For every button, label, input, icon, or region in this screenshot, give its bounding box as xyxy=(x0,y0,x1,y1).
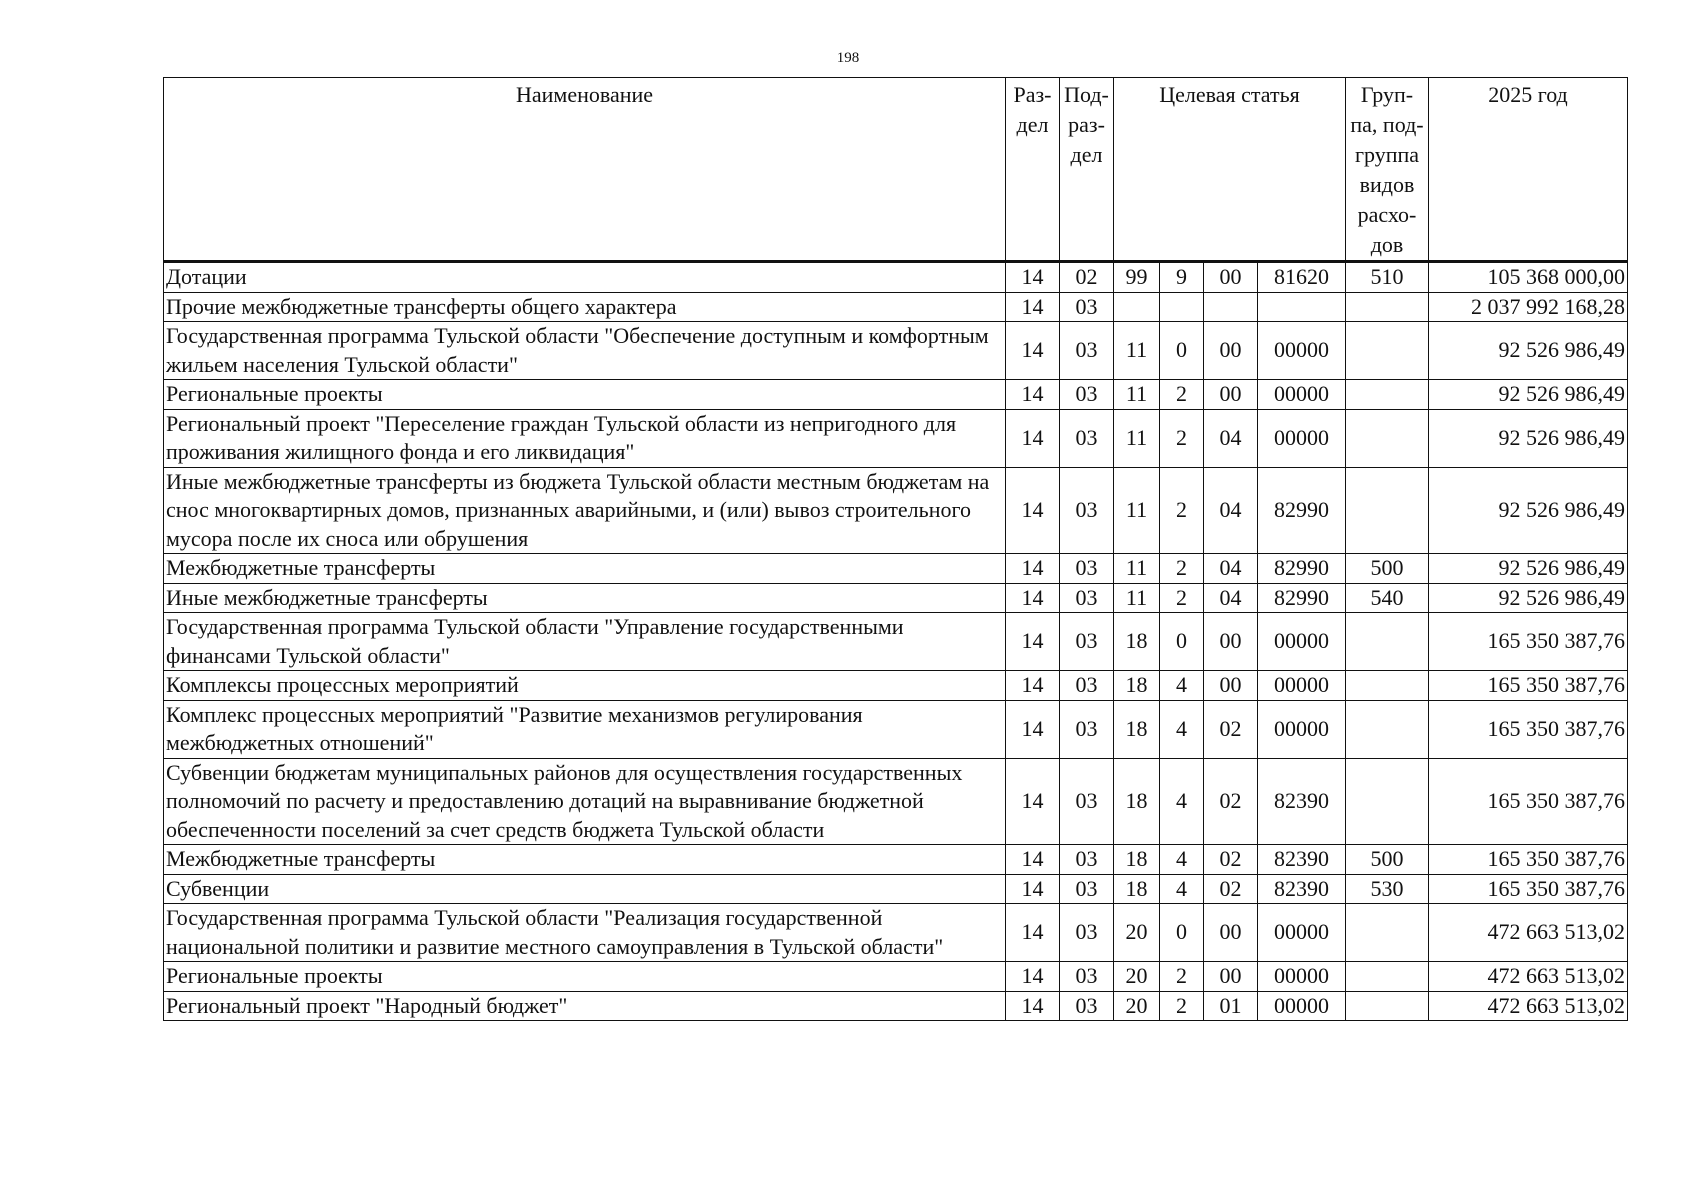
row-direction-code: 82990 xyxy=(1258,467,1346,554)
row-name: Государственная программа Тульской области "Реализация государственной национальной политики и развитие местного самоуправления в Тульской области" xyxy=(164,904,1006,962)
row-section: 14 xyxy=(1006,962,1060,992)
row-amount: 165 350 387,76 xyxy=(1429,613,1628,671)
row-subprogram-code: 4 xyxy=(1160,845,1204,875)
row-section: 14 xyxy=(1006,292,1060,322)
row-measure-code: 04 xyxy=(1204,409,1258,467)
row-subprogram-code: 2 xyxy=(1160,962,1204,992)
row-section: 14 xyxy=(1006,322,1060,380)
row-section: 14 xyxy=(1006,467,1060,554)
row-subsection: 03 xyxy=(1060,613,1114,671)
row-amount: 165 350 387,76 xyxy=(1429,671,1628,701)
row-name: Региональные проекты xyxy=(164,380,1006,410)
row-subsection: 03 xyxy=(1060,874,1114,904)
table-row xyxy=(164,292,1628,322)
row-amount: 92 526 986,49 xyxy=(1429,554,1628,584)
row-direction-code: 81620 xyxy=(1258,262,1346,293)
row-measure-code: 04 xyxy=(1204,583,1258,613)
row-name: Региональный проект "Народный бюджет" xyxy=(164,991,1006,1021)
row-expense-group: 500 xyxy=(1346,845,1429,875)
row-amount: 165 350 387,76 xyxy=(1429,758,1628,845)
row-amount: 92 526 986,49 xyxy=(1429,322,1628,380)
row-subprogram-code: 4 xyxy=(1160,758,1204,845)
row-amount: 472 663 513,02 xyxy=(1429,991,1628,1021)
row-expense-group: 500 xyxy=(1346,554,1429,584)
row-section: 14 xyxy=(1006,613,1060,671)
row-expense-group xyxy=(1346,409,1429,467)
row-name: Субвенции xyxy=(164,874,1006,904)
row-amount: 472 663 513,02 xyxy=(1429,904,1628,962)
row-direction-code: 00000 xyxy=(1258,962,1346,992)
header-row xyxy=(164,78,1628,262)
row-measure-code: 00 xyxy=(1204,262,1258,293)
row-name: Межбюджетные трансферты xyxy=(164,845,1006,875)
row-name: Комплексы процессных мероприятий xyxy=(164,671,1006,701)
row-section: 14 xyxy=(1006,758,1060,845)
row-program-code: 11 xyxy=(1114,583,1160,613)
row-measure-code: 02 xyxy=(1204,700,1258,758)
row-amount: 2 037 992 168,28 xyxy=(1429,292,1628,322)
row-name: Государственная программа Тульской области "Управление государственными финансами Тульской области" xyxy=(164,613,1006,671)
row-program-code: 11 xyxy=(1114,554,1160,584)
table-row xyxy=(164,583,1628,613)
row-amount: 472 663 513,02 xyxy=(1429,962,1628,992)
row-subsection: 03 xyxy=(1060,904,1114,962)
row-expense-group xyxy=(1346,322,1429,380)
row-direction-code: 00000 xyxy=(1258,671,1346,701)
row-direction-code: 00000 xyxy=(1258,409,1346,467)
row-amount: 92 526 986,49 xyxy=(1429,380,1628,410)
row-direction-code: 00000 xyxy=(1258,991,1346,1021)
row-measure-code: 00 xyxy=(1204,380,1258,410)
row-section: 14 xyxy=(1006,700,1060,758)
header-name: Наименование xyxy=(164,78,1006,262)
header-section: Раз-дел xyxy=(1006,78,1060,262)
row-expense-group xyxy=(1346,613,1429,671)
row-measure-code: 02 xyxy=(1204,874,1258,904)
row-section: 14 xyxy=(1006,554,1060,584)
table-row xyxy=(164,962,1628,992)
row-direction-code xyxy=(1258,292,1346,322)
row-name: Иные межбюджетные трансферты из бюджета Тульской области местным бюджетам на снос многоквартирных домов, признанных аварийными, и (или) вывоз строительного мусора после их сноса или обрушения xyxy=(164,467,1006,554)
row-subprogram-code: 2 xyxy=(1160,380,1204,410)
row-measure-code: 04 xyxy=(1204,467,1258,554)
row-measure-code: 00 xyxy=(1204,962,1258,992)
row-direction-code: 00000 xyxy=(1258,904,1346,962)
row-subprogram-code: 9 xyxy=(1160,262,1204,293)
row-expense-group xyxy=(1346,700,1429,758)
row-section: 14 xyxy=(1006,845,1060,875)
row-program-code: 18 xyxy=(1114,845,1160,875)
row-subprogram-code xyxy=(1160,292,1204,322)
row-subsection: 03 xyxy=(1060,322,1114,380)
row-subprogram-code: 2 xyxy=(1160,554,1204,584)
row-amount: 92 526 986,49 xyxy=(1429,467,1628,554)
row-name: Государственная программа Тульской области "Обеспечение доступным и комфортным жильем населения Тульской области" xyxy=(164,322,1006,380)
row-subsection: 03 xyxy=(1060,962,1114,992)
row-program-code: 20 xyxy=(1114,904,1160,962)
row-program-code: 11 xyxy=(1114,467,1160,554)
row-name: Комплекс процессных мероприятий "Развитие механизмов регулирования межбюджетных отношений" xyxy=(164,700,1006,758)
row-name: Дотации xyxy=(164,262,1006,293)
row-amount: 105 368 000,00 xyxy=(1429,262,1628,293)
row-program-code: 20 xyxy=(1114,962,1160,992)
table-row xyxy=(164,613,1628,671)
row-subsection: 03 xyxy=(1060,845,1114,875)
row-section: 14 xyxy=(1006,874,1060,904)
table-row xyxy=(164,409,1628,467)
row-program-code: 11 xyxy=(1114,409,1160,467)
table-row xyxy=(164,262,1628,293)
row-direction-code: 82390 xyxy=(1258,758,1346,845)
row-subprogram-code: 2 xyxy=(1160,467,1204,554)
row-expense-group xyxy=(1346,380,1429,410)
table-row xyxy=(164,671,1628,701)
row-expense-group xyxy=(1346,467,1429,554)
row-direction-code: 82990 xyxy=(1258,554,1346,584)
row-direction-code: 82390 xyxy=(1258,845,1346,875)
row-direction-code: 82990 xyxy=(1258,583,1346,613)
table-row xyxy=(164,845,1628,875)
row-expense-group: 530 xyxy=(1346,874,1429,904)
row-subsection: 03 xyxy=(1060,380,1114,410)
row-measure-code: 02 xyxy=(1204,758,1258,845)
header-target: Целевая статья xyxy=(1114,78,1346,262)
row-program-code: 11 xyxy=(1114,322,1160,380)
row-direction-code: 00000 xyxy=(1258,700,1346,758)
row-section: 14 xyxy=(1006,671,1060,701)
row-subsection: 03 xyxy=(1060,292,1114,322)
row-expense-group xyxy=(1346,292,1429,322)
table-row xyxy=(164,700,1628,758)
row-program-code xyxy=(1114,292,1160,322)
row-expense-group xyxy=(1346,758,1429,845)
row-name: Региональные проекты xyxy=(164,962,1006,992)
row-subprogram-code: 0 xyxy=(1160,613,1204,671)
header-subsection: Под-раз-дел xyxy=(1060,78,1114,262)
row-subprogram-code: 2 xyxy=(1160,991,1204,1021)
table-row xyxy=(164,904,1628,962)
table-row xyxy=(164,758,1628,845)
row-measure-code: 00 xyxy=(1204,322,1258,380)
row-direction-code: 82390 xyxy=(1258,874,1346,904)
table-row xyxy=(164,991,1628,1021)
row-amount: 92 526 986,49 xyxy=(1429,583,1628,613)
row-section: 14 xyxy=(1006,262,1060,293)
header-year: 2025 год xyxy=(1429,78,1628,262)
row-expense-group: 540 xyxy=(1346,583,1429,613)
row-expense-group xyxy=(1346,962,1429,992)
row-subsection: 03 xyxy=(1060,467,1114,554)
row-program-code: 11 xyxy=(1114,380,1160,410)
row-amount: 165 350 387,76 xyxy=(1429,845,1628,875)
row-expense-group xyxy=(1346,904,1429,962)
row-subprogram-code: 0 xyxy=(1160,322,1204,380)
row-name: Иные межбюджетные трансферты xyxy=(164,583,1006,613)
row-subsection: 03 xyxy=(1060,671,1114,701)
row-subsection: 03 xyxy=(1060,758,1114,845)
row-expense-group xyxy=(1346,671,1429,701)
row-measure-code: 00 xyxy=(1204,671,1258,701)
row-subsection: 03 xyxy=(1060,583,1114,613)
row-name: Субвенции бюджетам муниципальных районов для осуществления государственных полномочий по расчету и предоставлению дотаций на выравнивание бюджетной обеспеченности поселений за счет средств бюджета Тульской области xyxy=(164,758,1006,845)
row-direction-code: 00000 xyxy=(1258,322,1346,380)
row-amount: 165 350 387,76 xyxy=(1429,700,1628,758)
table-row xyxy=(164,874,1628,904)
row-program-code: 18 xyxy=(1114,613,1160,671)
row-name: Региональный проект "Переселение граждан Тульской области из непригодного для проживания жилищного фонда и его ликвидация" xyxy=(164,409,1006,467)
table-row xyxy=(164,322,1628,380)
table-body xyxy=(164,262,1628,1021)
row-direction-code: 00000 xyxy=(1258,613,1346,671)
row-measure-code: 01 xyxy=(1204,991,1258,1021)
row-name: Прочие межбюджетные трансферты общего характера xyxy=(164,292,1006,322)
row-program-code: 18 xyxy=(1114,874,1160,904)
row-measure-code: 02 xyxy=(1204,845,1258,875)
page-number: 198 xyxy=(836,50,860,66)
row-amount: 165 350 387,76 xyxy=(1429,874,1628,904)
row-program-code: 18 xyxy=(1114,700,1160,758)
row-program-code: 99 xyxy=(1114,262,1160,293)
row-subprogram-code: 2 xyxy=(1160,409,1204,467)
row-subprogram-code: 4 xyxy=(1160,671,1204,701)
row-name: Межбюджетные трансферты xyxy=(164,554,1006,584)
row-subprogram-code: 2 xyxy=(1160,583,1204,613)
row-amount: 92 526 986,49 xyxy=(1429,409,1628,467)
row-subsection: 03 xyxy=(1060,991,1114,1021)
row-program-code: 20 xyxy=(1114,991,1160,1021)
budget-table xyxy=(163,77,1628,1021)
row-direction-code: 00000 xyxy=(1258,380,1346,410)
header-group: Груп-па, под-группа видов расхо-дов xyxy=(1346,78,1429,262)
row-subprogram-code: 4 xyxy=(1160,874,1204,904)
row-subsection: 03 xyxy=(1060,554,1114,584)
row-subprogram-code: 0 xyxy=(1160,904,1204,962)
row-subsection: 03 xyxy=(1060,409,1114,467)
row-measure-code xyxy=(1204,292,1258,322)
row-section: 14 xyxy=(1006,380,1060,410)
row-section: 14 xyxy=(1006,991,1060,1021)
row-measure-code: 00 xyxy=(1204,613,1258,671)
row-measure-code: 04 xyxy=(1204,554,1258,584)
table-row xyxy=(164,380,1628,410)
row-program-code: 18 xyxy=(1114,671,1160,701)
row-expense-group: 510 xyxy=(1346,262,1429,293)
row-section: 14 xyxy=(1006,409,1060,467)
table-row xyxy=(164,467,1628,554)
row-subsection: 02 xyxy=(1060,262,1114,293)
row-program-code: 18 xyxy=(1114,758,1160,845)
row-subsection: 03 xyxy=(1060,700,1114,758)
table-row xyxy=(164,554,1628,584)
row-section: 14 xyxy=(1006,583,1060,613)
row-subprogram-code: 4 xyxy=(1160,700,1204,758)
row-section: 14 xyxy=(1006,904,1060,962)
row-expense-group xyxy=(1346,991,1429,1021)
row-measure-code: 00 xyxy=(1204,904,1258,962)
